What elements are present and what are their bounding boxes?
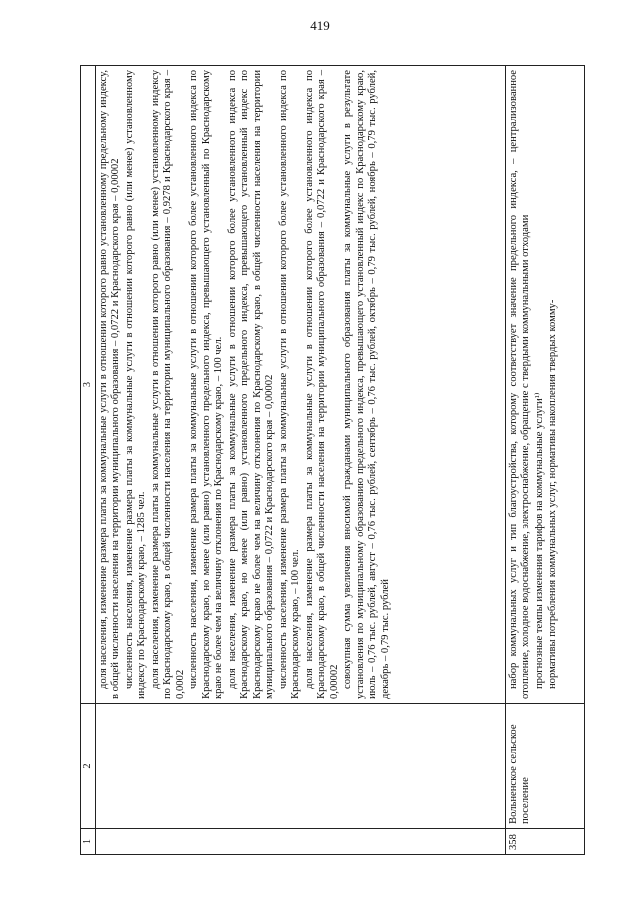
- paragraph: набор коммунальных услуг и тип благоустройства, которому соответствует значение предельного индекса, – централизованное отопление, холодное водоснабжение, электроснабжение, обращение с твердыми коммунальными отходами: [507, 70, 532, 699]
- index-table: [80, 65, 585, 855]
- paragraph: доля населения, изменение размера платы за коммунальные услуги в отношении которого более установленного индекса по Краснодарскому краю, но менее (или равно) установленного предельного индекса, превышающего установленный индекс по Краснодарскому краю не более чем на величину отклонения по Краснодарскому краю, в общей численности населения на территории муниципального образования – 0,0722 и Краснодарского края – 0,00002: [226, 70, 276, 699]
- continuation-description-cell: [95, 66, 505, 704]
- paragraph: численность населения, изменение размера платы за коммунальные услуги в отношении которого равно (или менее) установленному индексу по Краснодарскому краю, – 1285 чел.: [123, 70, 148, 699]
- paragraph: доля населения, изменение размера платы за коммунальные услуги в отношении которого равно установленному предельному индексу, в общей численности населения на территории муниципального образования – 0,0722 и Краснодарского края – 0,00002: [97, 70, 122, 699]
- header-col-2: 2: [81, 704, 96, 829]
- rotated-table-container: [80, 65, 585, 855]
- continuation-number-cell: [95, 829, 505, 855]
- header-col-3: 3: [81, 66, 96, 704]
- settlement-name-cell: Вольненское сельское поселение: [505, 704, 584, 829]
- continuation-name-cell: [95, 704, 505, 829]
- paragraph: совокупная сумма увеличения вносимой гражданами муниципального образования платы за коммунальные услуги в результате установления по муниципальному образованию предельного индекса, превышающего установленный индекс по Краснодарскому краю, июль – 0,76 тыс. рублей, август – 0,76 тыс. рублей, сентябрь – 0,76 тыс. рублей, октябрь – 0,79 тыс. рублей, ноябрь – 0,79 тыс. рублей, декабрь – 0,79 тыс. рублей: [342, 70, 391, 699]
- paragraph: нормативы потребления коммунальных услуг, нормативы накопления твердых комму-: [547, 299, 559, 689]
- row-number-cell: 358: [505, 829, 584, 855]
- paragraph: прогнозные темпы изменения тарифов на коммунальные услуги¹⁾: [533, 392, 545, 689]
- paragraph: доля населения, изменение размера платы за коммунальные услуги в отношении которого равно (или менее) установленному индексу по Краснодарскому краю, в общей численности населения на территории муниципального образования – 0,9278 и Краснодарского края – 0,0002: [149, 70, 186, 699]
- page-number: 419: [310, 18, 330, 33]
- table-row-continuation: [95, 66, 505, 855]
- table-row-358: [505, 66, 584, 855]
- header-col-1: 1: [81, 829, 96, 855]
- row-358-description-cell: [505, 66, 584, 704]
- paragraph: доля населения, изменение размера платы за коммунальные услуги в отношении которого более установленного индекса по Краснодарскому краю, в общей численности населения на территории муниципального образования – 0,0722 и Краснодарского края – 0,00002: [303, 70, 340, 699]
- table-header-row: [81, 66, 96, 855]
- paragraph: численность населения, изменение размера платы за коммунальные услуги в отношении которого более установленного индекса по Краснодарскому краю, – 100 чел.: [277, 70, 302, 699]
- paragraph: численность населения, изменение размера платы за коммунальные услуги в отношении которого более установленного индекса по Краснодарскому краю, но менее (или равно) установленного предельного индекса, превышающего установленный по Краснодарскому краю не более чем на величину отклонения по Краснодарскому краю, – 100 чел.: [188, 70, 225, 699]
